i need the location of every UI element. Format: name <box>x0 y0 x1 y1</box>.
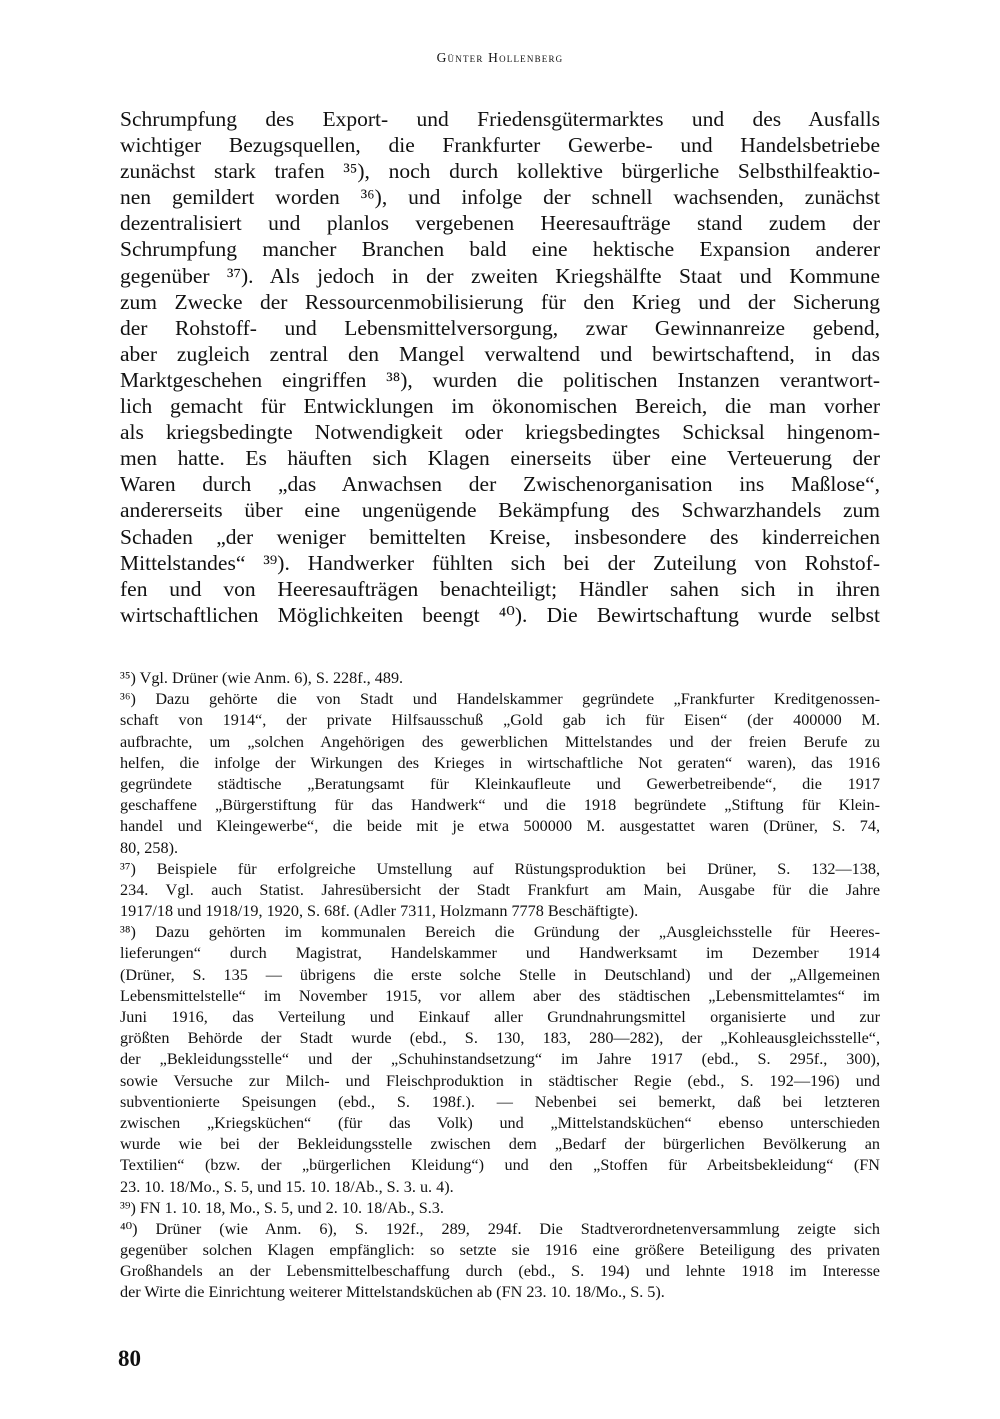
page-number: 80 <box>118 1346 141 1371</box>
footnote-line: wurde wie bei der Bekleidungsstelle zwischen dem „Bedarf der bürgerlichen Bevölkerung an <box>120 1135 880 1154</box>
footnote-line: ³⁹) FN 1. 10. 18, Mo., S. 5, und 2. 10. 18/Ab., S.3. <box>120 1198 444 1217</box>
body-line: der Rohstoff- und Lebensmittelversorgung, zwar Gewinnanreize gebend, <box>120 315 880 340</box>
body-line: wichtiger Bezugsquellen, die Frankfurter Gewerbe- und Handelsbetriebe <box>120 133 880 158</box>
body-line: lich gemacht für Entwicklungen im ökonomischen Bereich, die man vorher <box>120 394 880 419</box>
footnote-line: Lebensmittelstelle“ im November 1915, vor allem aber des städtischen „Lebensmittelamtes“ im <box>120 986 880 1005</box>
body-line: als kriegsbedingte Notwendigkeit oder kriegsbedingtes Schicksal hingenom- <box>120 420 880 445</box>
body-line: wirtschaftlichen Möglichkeiten beengt ⁴⁰). Die Bewirtschaftung wurde selbst <box>120 602 880 627</box>
footnote-line: ³⁸) Dazu gehörten im kommunalen Bereich die Gründung der „Ausgleichsstelle für Heeres- <box>120 923 880 942</box>
footnote-line: 80, 258). <box>120 838 178 857</box>
footnote-line: der „Bekleidungsstelle“ und der „Schuhinstandsetzung“ im Jahre 1917 (ebd., S. 295f., 300), <box>120 1050 880 1069</box>
footnote-line: sowie Versuche zur Milch- und Fleischproduktion in städtischer Regie (ebd., S. 192—196) und <box>120 1071 880 1090</box>
footnote-line: Textilien“ (bzw. der „bürgerlichen Kleidung“) und den „Stoffen für Arbeitsbekleidung“ (FN <box>120 1156 880 1175</box>
footnote-line: helfen, die infolge der Wirkungen des Krieges in wirtschaftliche Not geraten“ waren), das 1916 <box>120 753 880 772</box>
body-line: zunächst stark trafen ³⁵), noch durch kollektive bürgerliche Selbsthilfeaktio- <box>120 159 880 184</box>
body-line: dezentralisiert und planlos vergebenen Heeresaufträge stand zudem der <box>120 211 880 236</box>
body-line: gegenüber ³⁷). Als jedoch in der zweiten Kriegshälfte Staat und Kommune <box>120 263 880 288</box>
footnote-line: ³⁷) Beispiele für erfolgreiche Umstellung auf Rüstungsproduktion bei Drüner, S. 132—138, <box>120 859 880 878</box>
footnote-line: 23. 10. 18/Mo., S. 5, und 15. 10. 18/Ab., S. 3. u. 4). <box>120 1177 454 1196</box>
footnotes <box>120 668 880 1304</box>
footnote-line: ⁴⁰) Drüner (wie Anm. 6), S. 192f., 289, 294f. Die Stadtverordnetenversammlung zeigte sich <box>120 1219 880 1238</box>
body-line: Marktgeschehen eingriffen ³⁸), wurden die politischen Instanzen verantwort- <box>120 367 880 392</box>
body-text <box>120 106 880 628</box>
footnote-line: Juni 1916, das Verteilung und Einkauf aller Grundnahrungsmittel organisierte und zur <box>120 1008 880 1026</box>
body-line: Schaden „der weniger bemittelten Kreise, insbesondere des kinderreichen <box>120 524 880 549</box>
body-line: andererseits über eine ungenügende Bekämpfung des Schwarzhandels zum <box>120 498 880 523</box>
footnote-line: 1917/18 und 1918/19, 1920, S. 68f. (Adler 7311, Holzmann 7778 Beschäftigte). <box>120 902 639 921</box>
footnote-line: (Drüner, S. 135 — übrigens die erste solche Stelle in Deutschland) und der „Allgemeinen <box>120 965 880 984</box>
footnote-line: aufbrachte, um „solchen Angehörigen des gewerblichen Mittelstandes und der freien Berufe zu <box>120 732 880 751</box>
body-line: Schrumpfung des Export- und Friedensgütermarktes und des Ausfalls <box>120 107 880 131</box>
body-line: Mittelstandes“ ³⁹). Handwerker fühlten sich bei der Zuteilung von Rohstof- <box>120 550 880 575</box>
body-line: zum Zwecke der Ressourcenmobilisierung für den Krieg und der Sicherung <box>120 289 880 314</box>
footnote-line: ³⁶) Dazu gehörte die von Stadt und Handelskammer gegründete „Frankfurter Kreditgenossen- <box>120 690 880 709</box>
footnote-line: zwischen „Kriegsküchen“ (für das Volk) und „Mittelstandsküchen“ ebenso unterschieden <box>120 1113 880 1132</box>
footnote-line: gegründete städtische „Beratungsamt für Kleinkaufleute und Gewerbetreibende“, die 1917 <box>120 774 880 793</box>
footnote-line: 234. Vgl. auch Statist. Jahresübersicht der Stadt Frankfurt am Main, Ausgabe für die Jahre <box>120 880 880 899</box>
footnote-line: gegenüber solchen Klagen empfänglich: so setzte sie 1916 eine größere Beteiligung des privaten <box>120 1241 880 1260</box>
running-head: Günter Hollenberg <box>436 50 564 65</box>
footnote-line: subventionierte Speisungen (ebd., S. 198f.). — Nebenbei sei bemerkt, daß bei letzteren <box>120 1092 880 1111</box>
body-line: nen gemildert worden ³⁶), und infolge der schnell wachsenden, zunächst <box>120 185 880 210</box>
body-line: Waren durch „das Anwachsen der Zwischenorganisation ins Maßlose“, <box>120 472 880 497</box>
footnote-line: schaft von 1914“, der private Hilfsausschuß „Gold gab ich für Eisen“ (der 400000 M. <box>120 711 880 730</box>
footnote-line: größten Behörde der Stadt wurde (ebd., S. 130, 183, 280—282), der „Kohleausgleichsstelle“, <box>120 1029 880 1048</box>
body-line: aber zugleich zentral den Mangel verwaltend und bewirtschaftend, in das <box>120 341 880 366</box>
body-line: men hatte. Es häuften sich Klagen einerseits über eine Verteuerung der <box>120 446 880 471</box>
footnote-line: lieferungen“ durch Magistrat, Handelskammer und Handwerksamt im Dezember 1914 <box>120 944 880 963</box>
footnote-line: Großhandels an der Lebensmittelbeschaffung durch (ebd., S. 194) und lehnte 1918 im Interesse <box>120 1262 880 1281</box>
footnote-line: ³⁵) Vgl. Drüner (wie Anm. 6), S. 228f., 489. <box>120 669 404 687</box>
body-line: fen und von Heeresaufträgen benachteiligt; Händler sahen sich in ihren <box>120 576 880 601</box>
footnote-line: handel und Kleingewerbe“, die beide mit je etwa 500000 M. ausgestattet waren (Drüner, S. 74, <box>120 817 880 836</box>
footnote-line: der Wirte die Einrichtung weiterer Mittelstandsküchen ab (FN 23. 10. 18/Mo., S. 5). <box>120 1283 665 1302</box>
body-line: Schrumpfung mancher Branchen bald eine hektische Expansion anderer <box>120 237 880 262</box>
footnote-line: geschaffene „Bürgerstiftung für das Handwerk“ und die 1918 begründete „Stiftung für Klein- <box>120 796 880 815</box>
